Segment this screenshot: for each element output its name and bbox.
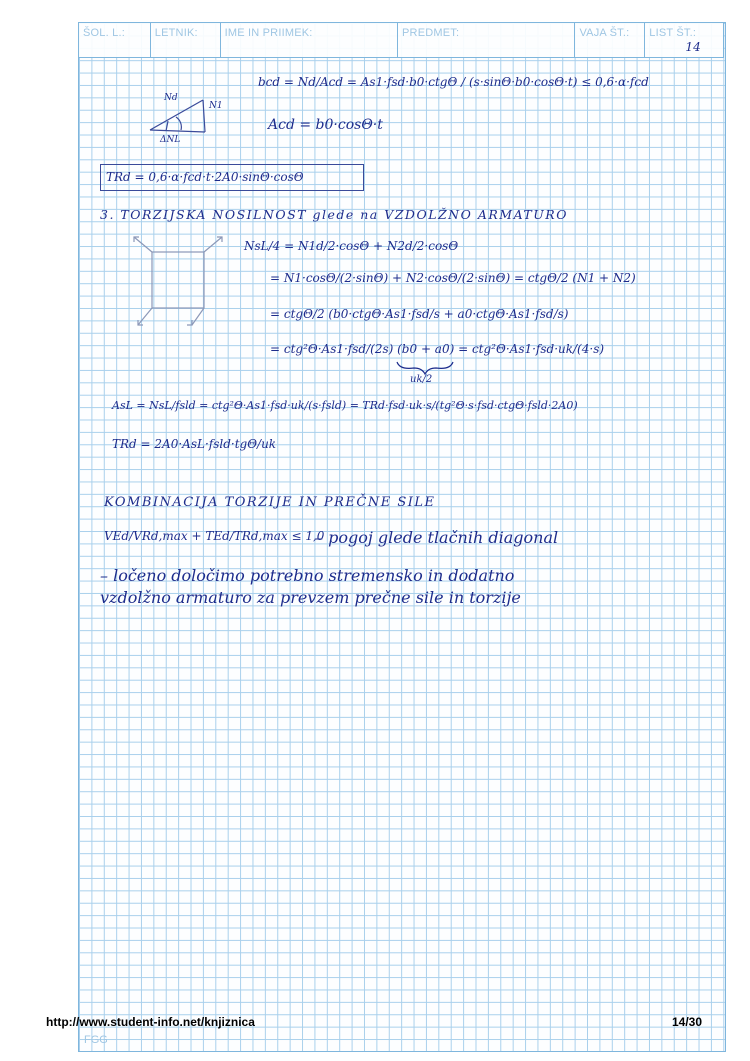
header-list-label: LIST ŠT.:: [649, 27, 697, 39]
label-nd: Nd: [164, 93, 178, 103]
equation-kombinacija: VEd/VRd,max + TEd/TRd,max ≤ 1,0: [104, 529, 325, 543]
underbrace-mark: [397, 362, 453, 374]
footer-fgg-mark: FGG: [84, 1034, 108, 1046]
equation-trd: TRd = 2A0·AsL·fsld·tgΘ/uk: [112, 437, 277, 451]
header-vaja-label: VAJA ŠT.:: [579, 27, 630, 39]
equation-acd: Acd = b0·cosΘ·t: [268, 117, 383, 133]
header-sol-label: ŠOL. L.:: [83, 27, 125, 39]
equation-nsl-line-3: = ctgΘ/2 (b0·ctgΘ·As1·fsd/s + a0·ctgΘ·As1·fsd/s): [270, 307, 569, 321]
header-predmet-label: PREDMET:: [402, 27, 460, 39]
force-triangle-sketch: [150, 100, 205, 132]
equation-nsl-line-2: = N1·cosΘ/(2·sinΘ) + N2·cosΘ/(2·sinΘ) = ctgΘ/2 (N1 + N2): [270, 271, 636, 285]
header-ime-label: IME IN PRIIMEK:: [224, 27, 313, 39]
cross-section-sketch: [134, 237, 222, 325]
closing-line-2: vzdolžno armaturo za prevzem prečne sile in torzije: [100, 588, 521, 607]
equation-trd-boxed: TRd = 0,6·α·fcd·t·2A0·sinΘ·cosΘ: [106, 170, 304, 184]
kombinacija-note: – pogoj glede tlačnih diagonal: [315, 528, 559, 547]
equation-bcd: bcd = Nd/Acd = As1·fsd·b0·ctgΘ / (s·sinΘ·b0·cosΘ·t) ≤ 0,6·α·fcd: [258, 75, 649, 89]
header-list-value: 14: [685, 40, 702, 54]
header-letnik-label: LETNIK:: [154, 27, 198, 39]
footer-page-number: 14/30: [672, 1015, 703, 1029]
kombinacija-title: KOMBINACIJA TORZIJE IN PREČNE SILE: [104, 495, 436, 510]
equation-nsl-line-1: NsL/4 = N1d/2·cosΘ + N2d/2·cosΘ: [244, 239, 459, 253]
footer-url: http://www.student-info.net/knjiznica: [46, 1015, 255, 1029]
equation-nsl-line-4: = ctg²Θ·As1·fsd/(2s) (b0 + a0) = ctg²Θ·As1·fsd·uk/(4·s): [270, 342, 605, 356]
closing-line-1: – ločeno določimo potrebno stremensko in dodatno: [100, 566, 515, 585]
label-n1: N1: [209, 101, 223, 111]
section-3-title: 3. TORZIJSKA NOSILNOST glede na VZDOLŽNO ARMATURO: [100, 207, 568, 222]
label-delta-nl: ΔNL: [160, 135, 181, 145]
equation-asl: AsL = NsL/fsld = ctg²Θ·As1·fsd·uk/(s·fsld) = TRd·fsd·uk·s/(tg²Θ·s·fsd·ctgΘ·fsld·2A0): [112, 399, 578, 412]
underbrace-label: uk/2: [410, 374, 433, 385]
